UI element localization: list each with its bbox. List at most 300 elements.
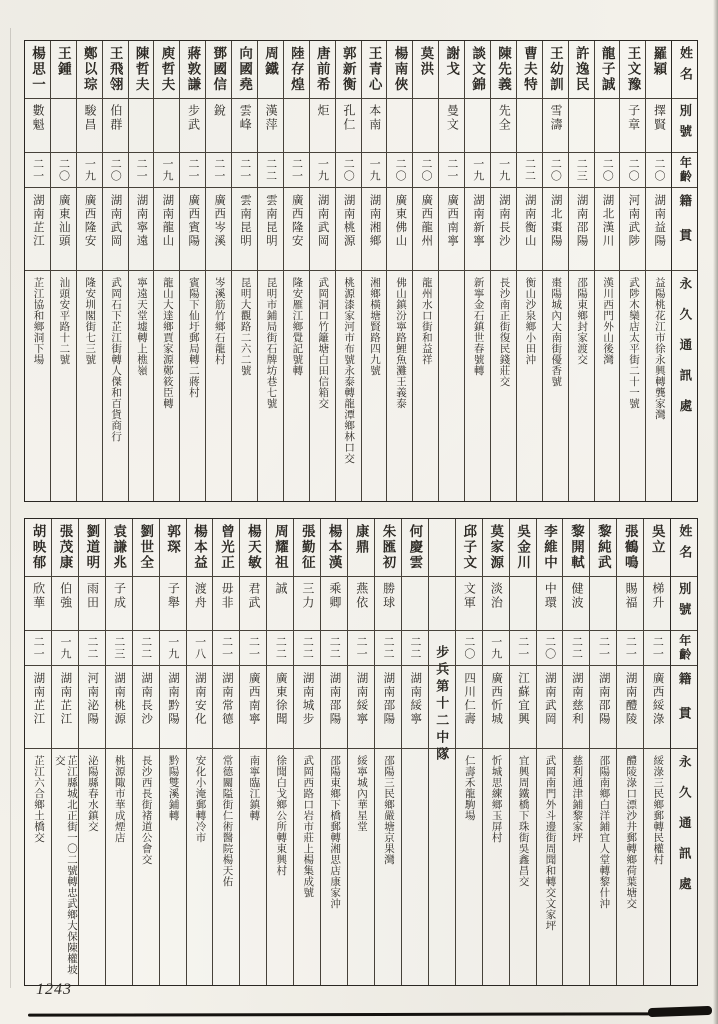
person-name: 王鍾 xyxy=(51,41,76,99)
person-name: 庾哲夫 xyxy=(154,41,179,99)
person-native-place: 湖南綏寧 xyxy=(348,666,374,749)
person-alias: 誠 xyxy=(267,577,293,631)
person-name: 王幼訓 xyxy=(543,41,568,99)
person-name: 曾光正 xyxy=(213,519,239,577)
person-alias: 數魁 xyxy=(25,99,50,153)
header-column xyxy=(671,41,697,501)
person-column xyxy=(266,519,293,985)
person-column xyxy=(231,41,257,501)
person-address: 黔陽雙溪鋪轉 xyxy=(167,755,179,821)
person-column xyxy=(76,41,102,501)
person-name: 胡映郁 xyxy=(25,519,51,577)
header-alias: 別號 xyxy=(672,99,697,153)
person-name: 談文錦 xyxy=(465,41,490,99)
person-alias: 淡治 xyxy=(483,577,509,631)
person-native-place: 廣西隆安 xyxy=(284,188,309,271)
person-alias xyxy=(154,99,179,153)
person-native-place: 湖南黔陽 xyxy=(160,666,186,749)
person-name: 王飛翎 xyxy=(103,41,128,99)
person-name: 鄭以琮 xyxy=(77,41,102,99)
person-age: 二二 xyxy=(375,631,401,666)
person-address: 仁壽禾龍駒場 xyxy=(463,755,475,821)
person-address: 汕頭安平路十二號 xyxy=(58,277,70,365)
person-address: 棗陽城內大南街優香號 xyxy=(550,277,562,387)
person-address: 岑溪筋竹鄉石龍村 xyxy=(213,277,225,365)
header-column xyxy=(670,519,697,985)
person-column xyxy=(309,41,335,501)
person-column xyxy=(186,519,213,985)
person-age: 二〇 xyxy=(413,153,438,188)
person-column xyxy=(205,41,231,501)
person-age: 二一 xyxy=(180,153,205,188)
person-name: 楊思一 xyxy=(25,41,50,99)
person-name: 周鐵 xyxy=(258,41,283,99)
person-age: 一九 xyxy=(160,631,186,666)
person-age: 二二 xyxy=(517,153,542,188)
person-native-place: 雲南昆明 xyxy=(258,188,283,271)
person-column xyxy=(335,41,361,501)
person-column xyxy=(455,519,482,985)
person-name: 郭新衡 xyxy=(336,41,361,99)
person-age: 二〇 xyxy=(103,153,128,188)
person-age: 二〇 xyxy=(543,153,568,188)
person-alias xyxy=(465,99,490,153)
person-age: 二一 xyxy=(240,631,266,666)
person-native-place: 湖南邵陽 xyxy=(375,666,401,749)
person-age: 二二 xyxy=(563,631,589,666)
person-native-place: 湖南醴陵 xyxy=(617,666,643,749)
person-alias: 雪濤 xyxy=(543,99,568,153)
header-alias: 別號 xyxy=(671,577,697,631)
person-native-place: 湖南長沙 xyxy=(133,666,159,749)
person-address xyxy=(439,271,464,501)
person-column xyxy=(386,41,412,501)
person-age: 二〇 xyxy=(620,153,645,188)
person-address: 徐聞白戈鄉公所轉東興村 xyxy=(275,755,287,876)
person-native-place: 湖南湘鄉 xyxy=(362,188,387,271)
person-age: 二一 xyxy=(25,153,50,188)
person-age: 一九 xyxy=(310,153,335,188)
person-alias: 擇賢 xyxy=(646,99,671,153)
person-name: 鄧國信 xyxy=(206,41,231,99)
roster-table-top xyxy=(24,40,698,502)
person-alias xyxy=(129,99,154,153)
person-native-place: 湖南芷江 xyxy=(25,188,50,271)
person-native-place: 廣西南寧 xyxy=(240,666,266,749)
empty-cell xyxy=(429,519,455,577)
person-name: 王文豫 xyxy=(620,41,645,99)
person-native-place: 湖南武岡 xyxy=(537,666,563,749)
person-address: 武陟木欒店太平街二十一號 xyxy=(627,277,639,409)
header-name: 姓名 xyxy=(671,519,697,577)
person-column xyxy=(482,519,509,985)
person-column xyxy=(568,41,594,501)
person-age: 二二 xyxy=(258,153,283,188)
person-name: 蔣敦謙 xyxy=(180,41,205,99)
person-native-place: 湖南綏寧 xyxy=(402,666,428,749)
person-name: 周耀祖 xyxy=(267,519,293,577)
person-native-place: 河南泌陽 xyxy=(79,666,105,749)
person-column xyxy=(102,41,128,501)
person-native-place: 廣西岑溪 xyxy=(206,188,231,271)
person-column xyxy=(374,519,401,985)
person-name: 袁謙兆 xyxy=(106,519,132,577)
person-name: 何慶雲 xyxy=(402,519,428,577)
person-name: 楊本益 xyxy=(187,519,213,577)
person-native-place: 四川仁壽 xyxy=(456,666,482,749)
person-name: 莫家源 xyxy=(483,519,509,577)
person-address: 湘鄉橫塘賢路四九號 xyxy=(369,277,381,376)
header-native-place: 籍貫 xyxy=(671,666,697,749)
person-alias: 三力 xyxy=(294,577,320,631)
person-name: 黎開軾 xyxy=(563,519,589,577)
person-age: 一九 xyxy=(362,153,387,188)
person-column xyxy=(132,519,159,985)
person-address: 龍山大達鄉賈家源鄭筱臣轉 xyxy=(161,277,173,409)
header-name: 姓名 xyxy=(672,41,697,99)
person-alias xyxy=(517,99,542,153)
empty-cell xyxy=(429,577,455,631)
person-address: 宜興周鐵橋下珠街吳鑫昌交 xyxy=(517,755,529,887)
person-alias: 曼文 xyxy=(439,99,464,153)
person-name: 郭琛 xyxy=(160,519,186,577)
person-age: 二三 xyxy=(106,631,132,666)
person-age: 二一 xyxy=(129,153,154,188)
person-native-place: 廣西綏淥 xyxy=(644,666,670,749)
person-native-place: 廣西忻城 xyxy=(483,666,509,749)
scan-artifact-bottom-line xyxy=(28,1012,684,1016)
person-address: 綏淥三民鄉郵轉民權村 xyxy=(652,755,664,865)
person-native-place: 湖南城步 xyxy=(294,666,320,749)
person-name: 劉世全 xyxy=(133,519,159,577)
person-column xyxy=(293,519,320,985)
person-address: 隆安圳閣街七三號 xyxy=(84,277,96,365)
person-column xyxy=(50,41,76,501)
person-column xyxy=(25,519,51,985)
person-native-place: 湖南慈利 xyxy=(563,666,589,749)
person-native-place: 湖南邵陽 xyxy=(569,188,594,271)
person-alias xyxy=(284,99,309,153)
person-column xyxy=(619,41,645,501)
person-native-place: 湖南寧遠 xyxy=(129,188,154,271)
person-column xyxy=(594,41,620,501)
person-native-place: 廣西南寧 xyxy=(439,188,464,271)
person-column xyxy=(105,519,132,985)
person-name: 龍子誠 xyxy=(595,41,620,99)
person-native-place: 湖南邵陽 xyxy=(590,666,616,749)
person-native-place: 湖南長沙 xyxy=(491,188,516,271)
header-age: 年齡 xyxy=(672,153,697,188)
person-age: 二〇 xyxy=(456,631,482,666)
person-alias: 燕依 xyxy=(348,577,374,631)
person-column xyxy=(509,519,536,985)
person-address: 武岡南門外斗邊街周聞和轉交文家坪 xyxy=(544,755,556,931)
person-alias: 步武 xyxy=(180,99,205,153)
roster-table-bottom xyxy=(24,518,698,986)
person-native-place: 湖北棗陽 xyxy=(543,188,568,271)
person-age: 二二 xyxy=(294,631,320,666)
person-alias: 欣華 xyxy=(25,577,51,631)
person-native-place: 廣東徐聞 xyxy=(267,666,293,749)
person-native-place: 湖南邵陽 xyxy=(321,666,347,749)
person-address: 昆明大觀路二六二號 xyxy=(239,277,251,376)
person-alias: 文軍 xyxy=(456,577,482,631)
person-address xyxy=(402,749,428,985)
person-alias: 渡舟 xyxy=(187,577,213,631)
person-column xyxy=(257,41,283,501)
person-age: 二二 xyxy=(267,631,293,666)
person-name: 向國堯 xyxy=(232,41,257,99)
person-name: 謝戈 xyxy=(439,41,464,99)
person-address: 衡山沙泉鄉小田沖 xyxy=(524,277,536,365)
person-native-place: 雲南昆明 xyxy=(232,188,257,271)
person-age: 一九 xyxy=(483,631,509,666)
person-age: 二〇 xyxy=(51,153,76,188)
person-age: 二〇 xyxy=(387,153,412,188)
person-alias xyxy=(510,577,536,631)
person-address: 新寧金石鎮世春號轉 xyxy=(472,277,484,376)
person-alias: 孔仁 xyxy=(336,99,361,153)
person-column xyxy=(616,519,643,985)
person-address: 長沙西長街褚道公會交 xyxy=(140,755,152,865)
person-alias: 雲峰 xyxy=(232,99,257,153)
person-address: 安化小淹郵轉冷市 xyxy=(194,755,206,843)
person-age: 二一 xyxy=(206,153,231,188)
person-alias: 君武 xyxy=(240,577,266,631)
person-column xyxy=(643,519,670,985)
person-native-place: 江蘇宜興 xyxy=(510,666,536,749)
person-name: 許逸民 xyxy=(569,41,594,99)
page-number: 1243 xyxy=(36,981,72,998)
person-age: 一九 xyxy=(77,153,102,188)
person-column xyxy=(562,519,589,985)
person-alias: 勝球 xyxy=(375,577,401,631)
person-alias: 子成 xyxy=(106,577,132,631)
person-native-place: 湖南衡山 xyxy=(517,188,542,271)
person-address: 泌陽縣春水鎮交 xyxy=(86,755,98,832)
person-native-place: 河南武陟 xyxy=(620,188,645,271)
person-age: 二一 xyxy=(25,631,51,666)
person-address: 芷江六合鄉土橋交 xyxy=(32,755,44,843)
person-name: 朱匯初 xyxy=(375,519,401,577)
person-address: 長沙南正街復民錢莊交 xyxy=(498,277,510,387)
person-address: 益陽桃花江市徐永興轉龔家灣 xyxy=(653,277,665,420)
person-native-place: 廣東佛山 xyxy=(387,188,412,271)
person-address: 漢川西門外山後灣 xyxy=(602,277,614,365)
person-alias: 伯強 xyxy=(52,577,78,631)
person-address: 昆明市鋪局街石牌坊巷七號 xyxy=(265,277,277,409)
person-alias xyxy=(590,577,616,631)
person-native-place: 廣西龍州 xyxy=(413,188,438,271)
person-address: 龍州水口街和益祥 xyxy=(420,277,432,365)
header-age: 年齡 xyxy=(671,631,697,666)
person-alias xyxy=(402,577,428,631)
person-alias: 駿昌 xyxy=(77,99,102,153)
person-column xyxy=(464,41,490,501)
person-name: 邱子文 xyxy=(456,519,482,577)
person-column xyxy=(212,519,239,985)
person-column xyxy=(25,41,50,501)
person-address: 常德關隘街仁術醫院楊天佑 xyxy=(221,755,233,887)
person-column xyxy=(438,41,464,501)
scan-artifact-left-edge xyxy=(10,28,11,988)
person-name: 黎純武 xyxy=(590,519,616,577)
person-native-place: 湖南龍山 xyxy=(154,188,179,271)
person-address: 芷江縣城北正街一〇二號轉忠武鄉大保陳權坡交 xyxy=(53,755,77,975)
person-alias xyxy=(569,99,594,153)
scan-artifact-right-edge xyxy=(713,0,718,1024)
person-alias xyxy=(51,99,76,153)
person-native-place: 湖南武岡 xyxy=(103,188,128,271)
person-alias: 賜福 xyxy=(617,577,643,631)
person-address: 隆安雁江鄉覺記號轉 xyxy=(291,277,303,376)
person-column xyxy=(51,519,78,985)
person-column xyxy=(490,41,516,501)
unit-divider-column xyxy=(428,519,455,985)
person-alias: 本南 xyxy=(362,99,387,153)
person-column xyxy=(347,519,374,985)
person-name: 張勤征 xyxy=(294,519,320,577)
person-age: 二一 xyxy=(617,631,643,666)
person-alias xyxy=(595,99,620,153)
person-alias: 銳 xyxy=(206,99,231,153)
person-age: 二二 xyxy=(79,631,105,666)
person-age: 一九 xyxy=(52,631,78,666)
person-alias: 健波 xyxy=(563,577,589,631)
person-column xyxy=(516,41,542,501)
person-address: 賓陽下仙圩郵局轉二蔣村 xyxy=(187,277,199,398)
person-native-place: 湖南武岡 xyxy=(310,188,335,271)
person-name: 李維中 xyxy=(537,519,563,577)
person-native-place: 湖南桃源 xyxy=(106,666,132,749)
person-column xyxy=(78,519,105,985)
person-alias: 中環 xyxy=(537,577,563,631)
person-name: 陳先義 xyxy=(491,41,516,99)
empty-cell xyxy=(429,749,455,985)
person-name: 楊本漢 xyxy=(321,519,347,577)
person-age: 二一 xyxy=(213,631,239,666)
person-name: 楊天敏 xyxy=(240,519,266,577)
person-alias: 梯升 xyxy=(644,577,670,631)
person-age: 一九 xyxy=(465,153,490,188)
person-age: 二三 xyxy=(569,153,594,188)
person-native-place: 湖南新寧 xyxy=(465,188,490,271)
person-age: 二〇 xyxy=(336,153,361,188)
person-name: 吳金川 xyxy=(510,519,536,577)
person-column xyxy=(179,41,205,501)
person-name: 羅穎 xyxy=(646,41,671,99)
person-name: 陸存煌 xyxy=(284,41,309,99)
person-name: 莫洪 xyxy=(413,41,438,99)
person-native-place: 廣東汕頭 xyxy=(51,188,76,271)
person-native-place: 湖南芷江 xyxy=(52,666,78,749)
person-column xyxy=(153,41,179,501)
person-address: 邵陽東鄉封家渡交 xyxy=(576,277,588,365)
person-alias: 乘卿 xyxy=(321,577,347,631)
person-age: 二〇 xyxy=(537,631,563,666)
person-address: 忻城思練鄉玉屏村 xyxy=(490,755,502,843)
person-native-place: 湖南益陽 xyxy=(646,188,671,271)
person-alias: 雨田 xyxy=(79,577,105,631)
person-address: 邵陽三民鄉嚴塘京果灣 xyxy=(382,755,394,865)
person-age: 二一 xyxy=(644,631,670,666)
person-name: 陳哲夫 xyxy=(129,41,154,99)
person-name: 王青心 xyxy=(362,41,387,99)
person-address: 芷江協和鄉洞下場 xyxy=(32,277,44,365)
person-alias: 子章 xyxy=(620,99,645,153)
person-age: 一九 xyxy=(154,153,179,188)
person-alias: 毋非 xyxy=(213,577,239,631)
person-address: 邵陽南鄉白洋鋪宜人堂轉黎什沖 xyxy=(598,755,610,909)
person-column xyxy=(589,519,616,985)
person-alias xyxy=(413,99,438,153)
person-age: 二一 xyxy=(232,153,257,188)
person-address: 南寧臨江鎮轉 xyxy=(248,755,260,821)
person-age: 二一 xyxy=(348,631,374,666)
person-address: 佛山鎮汾寧路鯉魚灘王義泰 xyxy=(394,277,406,409)
header-address: 永久通訊處 xyxy=(677,755,692,908)
person-column xyxy=(320,519,347,985)
person-name: 曹夫特 xyxy=(517,41,542,99)
person-age: 二一 xyxy=(510,631,536,666)
person-column xyxy=(361,41,387,501)
person-name: 張鶴鳴 xyxy=(617,519,643,577)
person-age: 一八 xyxy=(187,631,213,666)
person-column xyxy=(536,519,563,985)
person-alias xyxy=(133,577,159,631)
person-name: 康鼎 xyxy=(348,519,374,577)
person-address: 武岡石下芷江街轉人傑和百貨商行 xyxy=(110,277,122,442)
person-name: 劉道明 xyxy=(79,519,105,577)
person-name: 楊南俠 xyxy=(387,41,412,99)
person-native-place: 湖南桃源 xyxy=(336,188,361,271)
person-name: 吳立 xyxy=(644,519,670,577)
person-address: 慈利通津鋪黎家坪 xyxy=(571,755,583,843)
person-address: 寧遠天堂墟轉上樵嶺 xyxy=(136,277,148,376)
person-native-place: 湖南安化 xyxy=(187,666,213,749)
person-name: 唐前希 xyxy=(310,41,335,99)
person-age: 二二 xyxy=(321,631,347,666)
header-address: 永久通訊處 xyxy=(677,277,692,430)
person-alias: 子舉 xyxy=(160,577,186,631)
person-native-place: 廣西賓陽 xyxy=(180,188,205,271)
person-alias xyxy=(387,99,412,153)
person-native-place: 湖北漢川 xyxy=(595,188,620,271)
person-native-place: 湖南芷江 xyxy=(25,666,51,749)
person-age: 二〇 xyxy=(646,153,671,188)
person-column xyxy=(128,41,154,501)
person-column xyxy=(645,41,671,501)
person-name: 張茂康 xyxy=(52,519,78,577)
person-alias: 先全 xyxy=(491,99,516,153)
person-age: 二一 xyxy=(590,631,616,666)
person-age: 二二 xyxy=(133,631,159,666)
person-column xyxy=(542,41,568,501)
person-address: 桃源漆家河市布號永泰轉龍潭鄉林口交 xyxy=(343,277,355,464)
person-native-place: 廣西隆安 xyxy=(77,188,102,271)
person-address: 武岡西路口岩市莊上楊集成號 xyxy=(302,755,314,898)
person-address: 桃源陬市華成煙店 xyxy=(113,755,125,843)
person-native-place: 湖南常德 xyxy=(213,666,239,749)
unit-label: 步兵第十二中隊 xyxy=(434,644,450,764)
person-address: 綏寧城內華星堂 xyxy=(356,755,368,832)
person-column xyxy=(159,519,186,985)
person-address: 武岡洞口竹籬塘白田信箱交 xyxy=(317,277,329,409)
person-age: 二一 xyxy=(284,153,309,188)
person-age: 二一 xyxy=(439,153,464,188)
person-address: 邵陽東鄉下橋郵轉湘思店康家沖 xyxy=(329,755,341,909)
person-column xyxy=(401,519,428,985)
